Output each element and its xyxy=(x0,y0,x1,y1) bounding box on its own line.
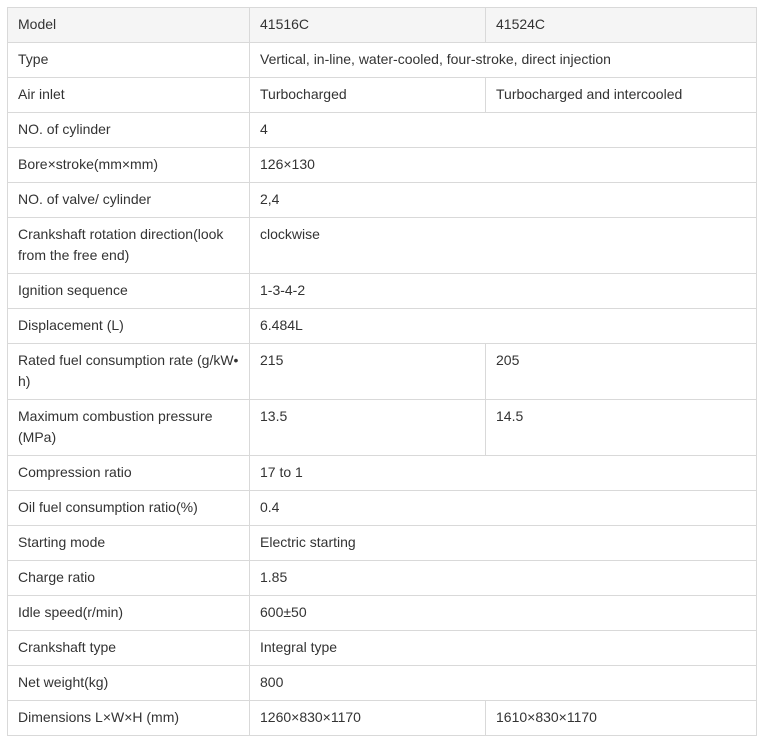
table-row xyxy=(8,148,757,183)
row-value-cell: 17 to 1 xyxy=(250,456,757,491)
table-row xyxy=(8,561,757,596)
row-value-cell: 1.85 xyxy=(250,561,757,596)
table-row xyxy=(8,344,757,400)
row-label-cell: Maximum combustion pressure (MPa) xyxy=(8,400,250,456)
row-label-cell: Charge ratio xyxy=(8,561,250,596)
table-row xyxy=(8,183,757,218)
row-value-cell: 600±50 xyxy=(250,596,757,631)
row-label-cell: NO. of cylinder xyxy=(8,113,250,148)
row-label-cell: Air inlet xyxy=(8,78,250,113)
row-label-cell: Dimensions L×W×H (mm) xyxy=(8,701,250,736)
header-model-cell: 41516C xyxy=(250,8,486,43)
table-row xyxy=(8,274,757,309)
table-row xyxy=(8,400,757,456)
table-row xyxy=(8,631,757,666)
table-row xyxy=(8,218,757,274)
row-label-cell: Crankshaft rotation direction(look from the free end) xyxy=(8,218,250,274)
row-label-cell: Net weight(kg) xyxy=(8,666,250,701)
table-row xyxy=(8,666,757,701)
row-value-cell: Turbocharged xyxy=(250,78,486,113)
row-value-cell: 13.5 xyxy=(250,400,486,456)
row-value-cell: 215 xyxy=(250,344,486,400)
row-value-cell: Integral type xyxy=(250,631,757,666)
row-value-cell: clockwise xyxy=(250,218,757,274)
row-value-cell: 205 xyxy=(486,344,757,400)
table-row xyxy=(8,43,757,78)
row-value-cell: 14.5 xyxy=(486,400,757,456)
row-label-cell: Bore×stroke(mm×mm) xyxy=(8,148,250,183)
row-label-cell: Ignition sequence xyxy=(8,274,250,309)
row-value-cell: 4 xyxy=(250,113,757,148)
row-label-cell: Crankshaft type xyxy=(8,631,250,666)
row-label-cell: NO. of valve/ cylinder xyxy=(8,183,250,218)
row-value-cell: Turbocharged and intercooled xyxy=(486,78,757,113)
row-value-cell: 1260×830×1170 xyxy=(250,701,486,736)
table-row xyxy=(8,491,757,526)
spec-table-body xyxy=(8,8,757,736)
table-row xyxy=(8,526,757,561)
table-header-row xyxy=(8,8,757,43)
row-label-cell: Rated fuel consumption rate (g/kW• h) xyxy=(8,344,250,400)
row-value-cell: 2,4 xyxy=(250,183,757,218)
table-row xyxy=(8,456,757,491)
row-label-cell: Idle speed(r/min) xyxy=(8,596,250,631)
row-label-cell: Type xyxy=(8,43,250,78)
row-value-cell: 800 xyxy=(250,666,757,701)
row-label-cell: Oil fuel consumption ratio(%) xyxy=(8,491,250,526)
row-value-cell: 1-3-4-2 xyxy=(250,274,757,309)
row-value-cell: 1610×830×1170 xyxy=(486,701,757,736)
table-row xyxy=(8,78,757,113)
spec-table xyxy=(7,7,757,736)
header-model-cell: 41524C xyxy=(486,8,757,43)
row-value-cell: Electric starting xyxy=(250,526,757,561)
row-label-cell: Compression ratio xyxy=(8,456,250,491)
row-value-cell: 126×130 xyxy=(250,148,757,183)
row-label-cell: Displacement (L) xyxy=(8,309,250,344)
table-row xyxy=(8,113,757,148)
table-row xyxy=(8,701,757,736)
row-label-cell: Starting mode xyxy=(8,526,250,561)
table-row xyxy=(8,309,757,344)
row-value-cell: 0.4 xyxy=(250,491,757,526)
row-value-cell: Vertical, in-line, water-cooled, four-stroke, direct injection xyxy=(250,43,757,78)
row-value-cell: 6.484L xyxy=(250,309,757,344)
table-row xyxy=(8,596,757,631)
header-label-cell: Model xyxy=(8,8,250,43)
